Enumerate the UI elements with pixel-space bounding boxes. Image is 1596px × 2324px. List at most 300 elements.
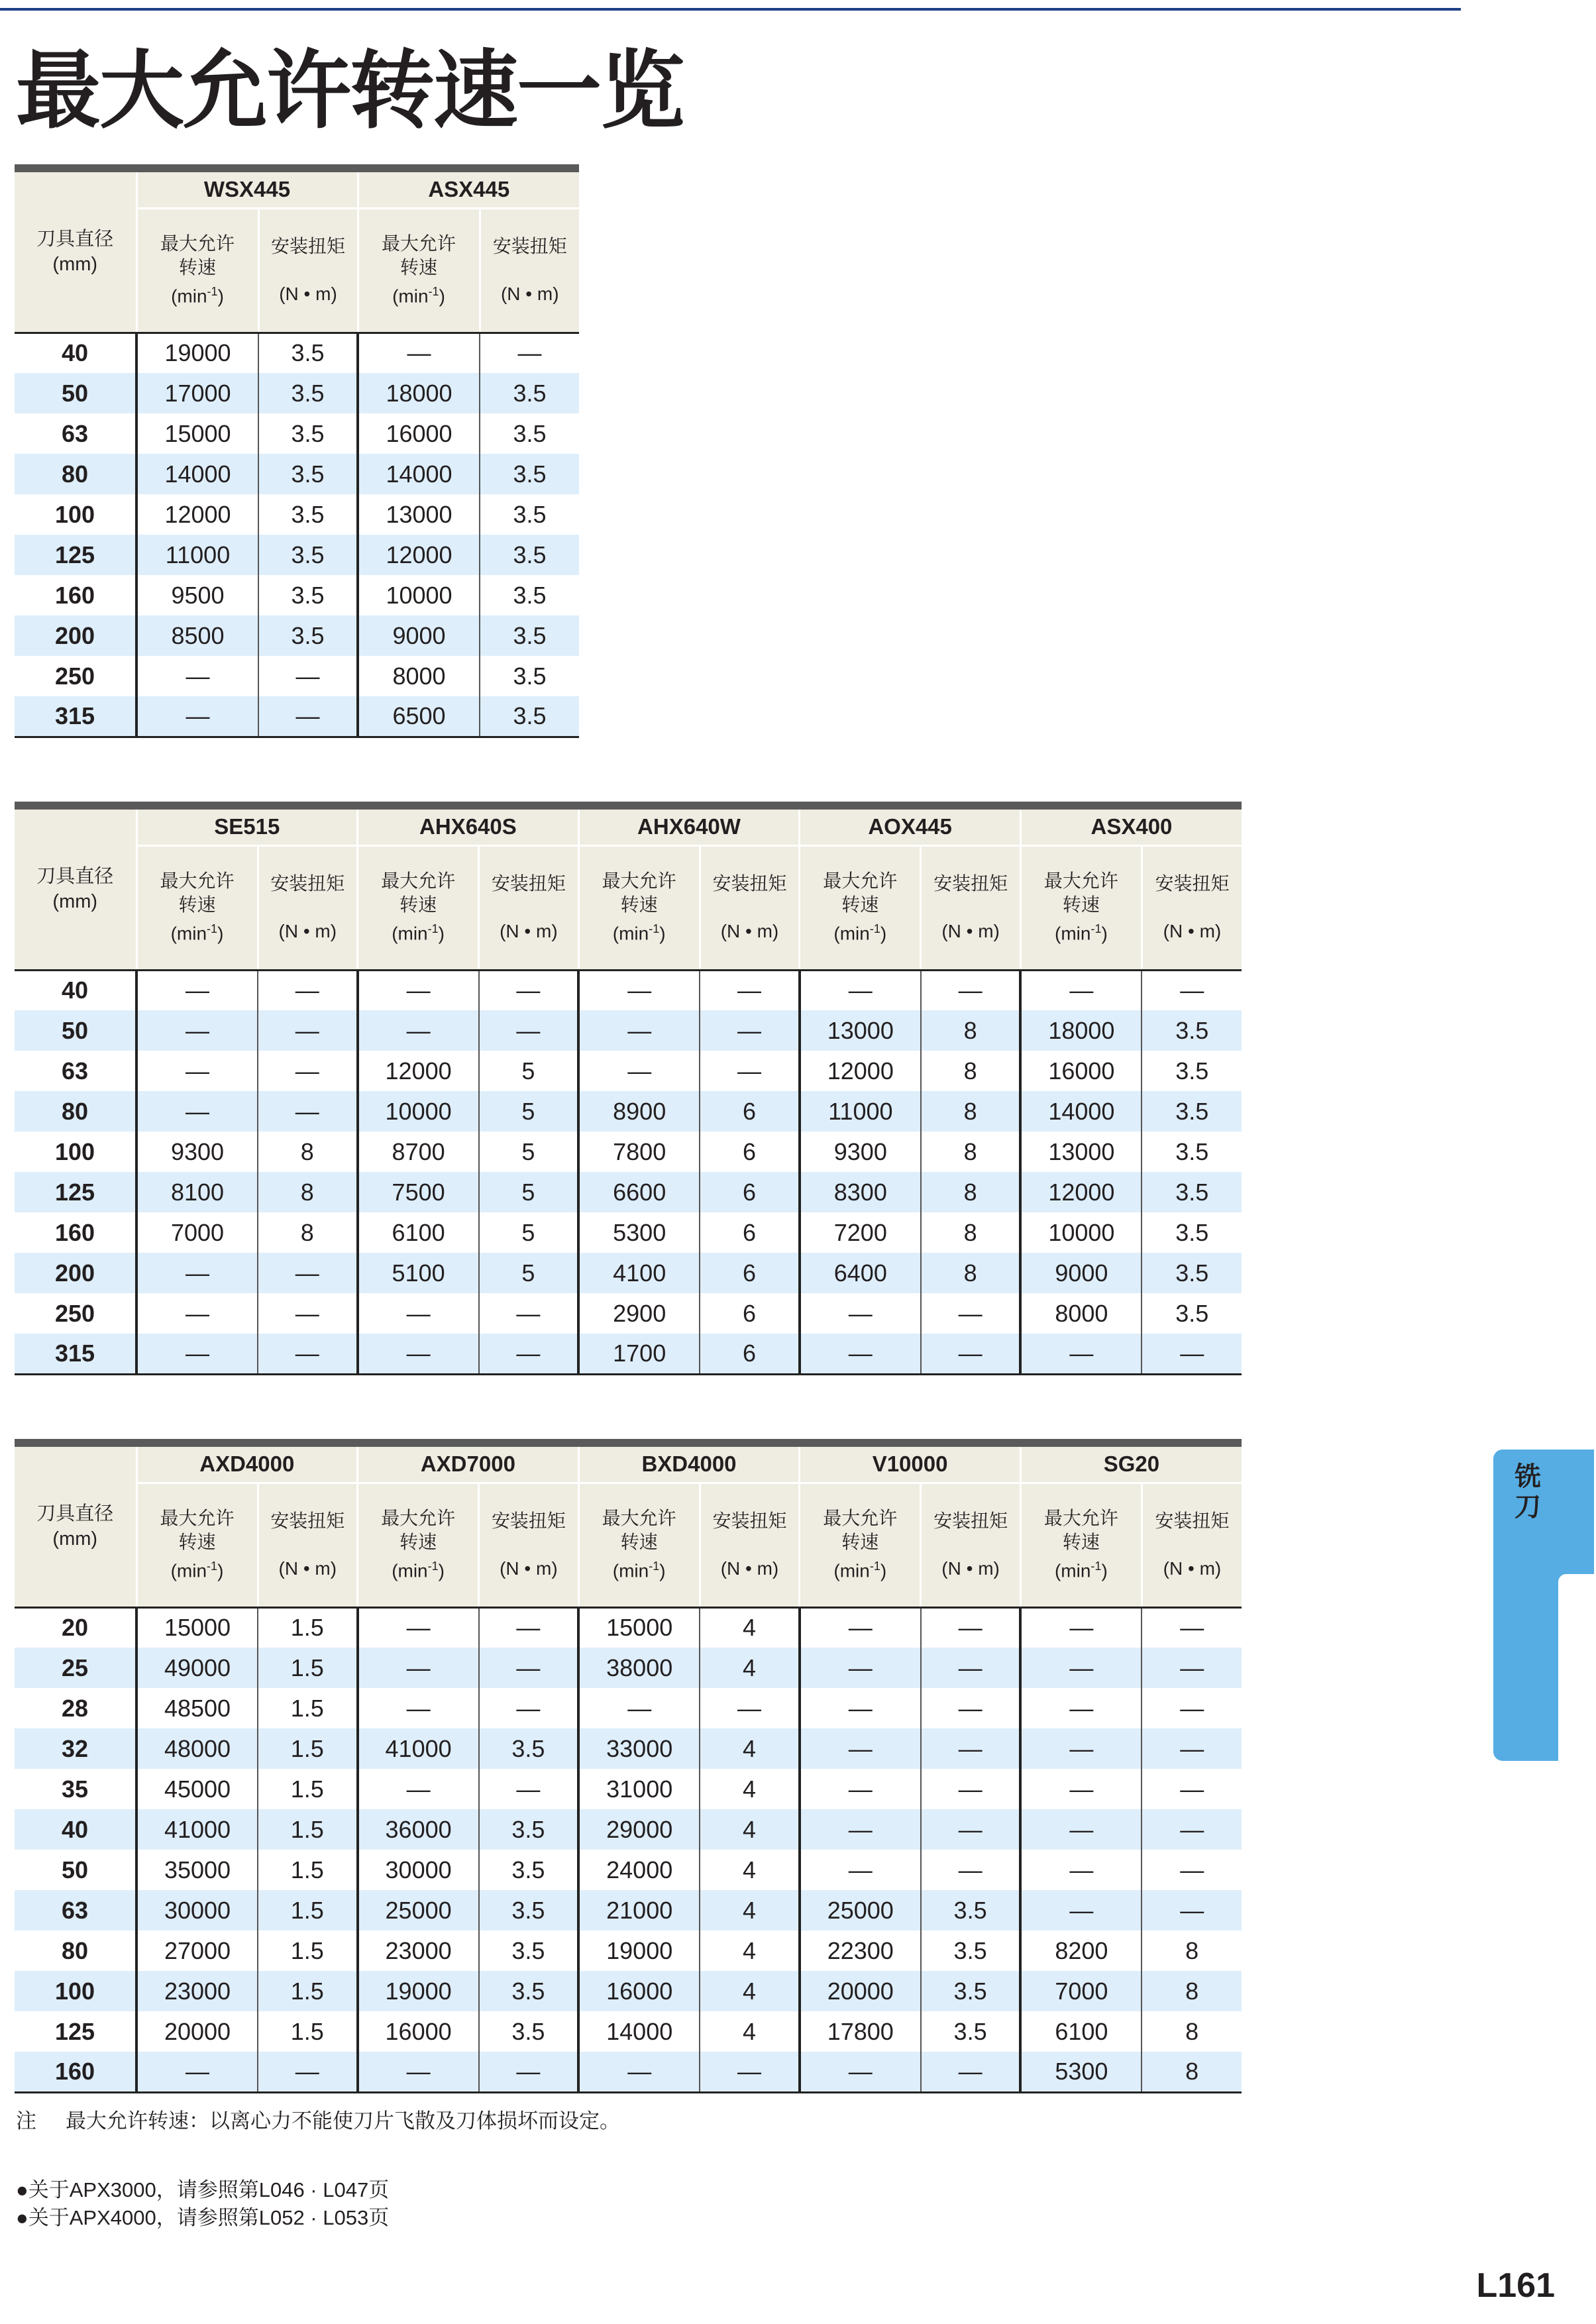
torque-cell: 3.5	[480, 535, 579, 575]
max-speed-cell: 33000	[578, 1728, 700, 1769]
torque-unit: (N • m)	[941, 1558, 1000, 1579]
speed-unit-prefix: (min	[833, 923, 870, 944]
torque-unit: (N • m)	[278, 921, 337, 941]
diameter-unit: (mm)	[52, 1528, 98, 1550]
max-speed-cell: —	[1020, 1769, 1142, 1809]
speed-label-1: 最大允许	[823, 1508, 898, 1529]
max-speed-cell: —	[1020, 1334, 1142, 1374]
max-speed-cell: 6600	[578, 1172, 700, 1212]
diameter-cell: 315	[15, 1334, 136, 1374]
diameter-label: 刀具直径	[36, 866, 114, 888]
max-speed-cell: 35000	[136, 1850, 258, 1890]
max-speed-cell: 9300	[800, 1132, 921, 1172]
torque-cell: 8	[1142, 2011, 1242, 2052]
torque-cell: 3.5	[479, 1930, 579, 1971]
max-speed-header	[358, 845, 479, 970]
torque-cell: 3.5	[258, 494, 358, 535]
max-speed-cell: —	[358, 1334, 479, 1374]
max-speed-header	[136, 1483, 258, 1607]
torque-cell: 1.5	[258, 1850, 358, 1890]
torque-cell: —	[921, 1850, 1021, 1890]
table-row	[15, 333, 579, 373]
torque-cell: 3.5	[921, 2011, 1021, 2052]
diameter-label: 刀具直径	[36, 229, 114, 250]
torque-cell: —	[258, 1051, 358, 1091]
max-speed-cell: 18000	[1020, 1010, 1142, 1051]
diameter-cell: 100	[54, 1137, 95, 1165]
torque-cell: —	[1142, 1769, 1242, 1809]
table-row	[15, 1728, 1242, 1769]
torque-cell: 3.5	[1142, 1253, 1242, 1293]
torque-cell: 3.5	[479, 1850, 579, 1890]
table-row	[15, 454, 579, 494]
table-row	[15, 1971, 1242, 2011]
torque-cell: —	[479, 1769, 579, 1809]
torque-unit: (N • m)	[278, 1558, 337, 1579]
torque-cell: 6	[700, 1293, 800, 1334]
table-row	[15, 1930, 1242, 1971]
torque-cell: 4	[700, 2011, 800, 2052]
speed-label-2: 转速	[178, 894, 216, 916]
speed-unit-suffix: )	[1101, 923, 1108, 944]
max-speed-cell: 21000	[578, 1890, 700, 1930]
max-speed-cell: 1700	[578, 1334, 700, 1374]
max-speed-cell: 10000	[1020, 1212, 1142, 1253]
speed-label-1: 最大允许	[823, 871, 898, 892]
reference-2: ●关于APX4000，请参照第L052 · L053页	[16, 2206, 390, 2229]
torque-label: 安装扭矩	[712, 1510, 787, 1531]
torque-cell: 1.5	[258, 1769, 358, 1809]
torque-cell: 8	[1142, 2052, 1242, 2092]
torque-cell: 3.5	[921, 1971, 1021, 2011]
torque-cell: 4	[700, 1850, 800, 1890]
torque-unit: (N • m)	[279, 284, 337, 304]
diameter-cell: 125	[15, 535, 136, 575]
diameter-cell: 20	[61, 1614, 89, 1642]
torque-cell: 3.5	[480, 656, 579, 696]
diameter-cell: 50	[61, 1856, 89, 1883]
diameter-cell: 160	[15, 2052, 136, 2092]
torque-cell: 3.5	[479, 2011, 579, 2052]
table-row	[15, 373, 579, 413]
torque-cell: 3.5	[258, 373, 358, 413]
torque-cell: —	[700, 1688, 800, 1728]
torque-label: 安装扭矩	[1155, 873, 1230, 894]
torque-cell: 4	[700, 1890, 800, 1930]
diameter-cell: 160	[54, 581, 95, 609]
diameter-cell: 40	[61, 339, 89, 367]
table-row	[15, 1850, 1242, 1890]
speed-label-1: 最大允许	[382, 233, 456, 254]
speed-label-2: 转速	[841, 894, 879, 916]
torque-cell: 3.5	[480, 494, 579, 535]
torque-cell: —	[1142, 1648, 1242, 1688]
speed-unit-sup: -1	[428, 285, 439, 299]
tool-series-header: AOX445	[800, 806, 1021, 845]
diameter-cell: 50	[15, 373, 136, 413]
table-row	[15, 535, 579, 575]
section-tab-milling[interactable]	[1493, 1450, 1594, 1761]
torque-cell: 3.5	[480, 696, 579, 737]
max-speed-cell: —	[1020, 1890, 1142, 1930]
speed-unit-sup: -1	[207, 285, 218, 299]
torque-cell: 1.5	[258, 1809, 358, 1850]
table-row	[15, 1334, 1242, 1374]
max-speed-cell: —	[358, 1293, 479, 1334]
torque-label: 安装扭矩	[270, 873, 345, 894]
max-speed-cell: 13000	[800, 1010, 921, 1051]
torque-header	[700, 1483, 800, 1607]
diameter-cell: 40	[15, 1809, 136, 1850]
table-row	[15, 413, 579, 454]
table-row	[15, 1172, 1242, 1212]
max-speed-cell: 13000	[358, 494, 480, 535]
header-row-groups	[15, 1443, 1242, 1483]
diameter-cell: 200	[15, 615, 136, 656]
torque-cell: 3.5	[258, 454, 358, 494]
speed-unit-sup: -1	[427, 1559, 439, 1573]
torque-cell: —	[258, 1253, 358, 1293]
speed-label-1: 最大允许	[602, 1508, 676, 1529]
table-row	[15, 615, 579, 656]
max-speed-cell: 9000	[358, 615, 480, 656]
speed-label-2: 转速	[620, 894, 658, 916]
torque-cell: 3.5	[921, 1890, 1021, 1930]
torque-label: 安装扭矩	[491, 1510, 566, 1531]
torque-cell: —	[921, 1334, 1021, 1374]
table-row	[15, 1809, 1242, 1850]
max-speed-cell: 25000	[800, 1890, 921, 1930]
max-speed-cell: 16000	[358, 413, 480, 454]
max-speed-cell: —	[358, 1648, 479, 1688]
torque-cell: 3.5	[1142, 1051, 1242, 1091]
speed-unit-sup: -1	[1091, 922, 1102, 936]
max-speed-cell: 9000	[1020, 1253, 1142, 1293]
torque-label: 安装扭矩	[933, 873, 1008, 894]
max-speed-cell: —	[800, 1688, 921, 1728]
max-speed-cell: 38000	[578, 1648, 700, 1688]
torque-cell: 3.5	[479, 1728, 579, 1769]
table-row	[15, 2011, 1242, 2052]
speed-unit-prefix: (min	[171, 286, 207, 307]
torque-unit: (N • m)	[1163, 1558, 1222, 1579]
torque-cell: —	[479, 1648, 579, 1688]
torque-cell: —	[479, 1010, 579, 1051]
max-speed-cell: —	[578, 1688, 700, 1728]
tool-series-header: ASX445	[358, 168, 579, 208]
max-speed-cell: 14000	[136, 454, 258, 494]
max-speed-cell: 23000	[358, 1930, 479, 1971]
speed-unit-prefix: (min	[392, 286, 429, 307]
max-speed-cell: —	[136, 1051, 258, 1091]
max-speed-cell: —	[1020, 1607, 1142, 1648]
torque-cell: 8	[921, 1212, 1021, 1253]
torque-cell: 3.5	[258, 575, 358, 615]
speed-table-2	[15, 802, 1242, 1375]
speed-unit-sup: -1	[207, 922, 218, 936]
torque-cell: 3.5	[480, 373, 579, 413]
torque-cell: 3.5	[1142, 1091, 1242, 1132]
diameter-cell: 250	[54, 662, 95, 690]
torque-cell: 3.5	[480, 413, 579, 454]
speed-unit-prefix: (min	[1054, 1560, 1091, 1581]
max-speed-cell: —	[358, 333, 480, 373]
speed-unit-prefix: (min	[612, 923, 649, 944]
max-speed-cell: 14000	[358, 454, 480, 494]
torque-cell: 8	[1142, 1930, 1242, 1971]
speed-unit-suffix: )	[438, 1560, 445, 1581]
torque-cell: —	[479, 1334, 579, 1374]
torque-cell: 3.5	[480, 454, 579, 494]
speed-label-1: 最大允许	[381, 1508, 456, 1529]
max-speed-cell: 2900	[578, 1293, 700, 1334]
max-speed-cell: —	[800, 1769, 921, 1809]
max-speed-cell: —	[358, 1769, 479, 1809]
tool-series-header: AXD4000	[136, 1443, 358, 1483]
speed-label-2: 转速	[399, 894, 437, 916]
torque-cell: 5	[479, 1253, 579, 1293]
torque-cell: 8	[258, 1212, 358, 1253]
max-speed-cell: —	[358, 1607, 479, 1648]
table-row	[15, 970, 1242, 1010]
max-speed-cell: 6500	[358, 696, 480, 737]
max-speed-header	[136, 208, 258, 333]
torque-label: 安装扭矩	[491, 873, 566, 894]
torque-header	[258, 208, 358, 333]
torque-cell: 8	[921, 1051, 1021, 1091]
diameter-cell: 315	[15, 696, 136, 737]
torque-cell: —	[921, 1607, 1021, 1648]
torque-cell: —	[700, 970, 800, 1010]
max-speed-cell: 12000	[358, 1051, 479, 1091]
torque-header	[258, 1483, 358, 1607]
max-speed-cell: 5300	[578, 1212, 700, 1253]
torque-cell: —	[1142, 970, 1242, 1010]
torque-cell: —	[258, 696, 358, 737]
max-speed-cell: 11000	[800, 1091, 921, 1132]
speed-unit-suffix: )	[217, 1560, 224, 1581]
torque-cell: —	[1142, 1728, 1242, 1769]
torque-cell: 8	[921, 1172, 1021, 1212]
header-row-columns	[15, 845, 1242, 970]
torque-label: 安装扭矩	[933, 1510, 1008, 1531]
section-tab-label: 铣刀	[1515, 1461, 1541, 1522]
torque-cell: —	[258, 1334, 358, 1374]
max-speed-cell: 12000	[136, 494, 258, 535]
torque-cell: 3.5	[479, 1890, 579, 1930]
page-title: 最大允许转速一览	[16, 42, 684, 140]
torque-cell: —	[1142, 1890, 1242, 1930]
max-speed-cell: 16000	[1020, 1051, 1142, 1091]
torque-cell: 1.5	[258, 1890, 358, 1930]
max-speed-cell: 27000	[136, 1930, 258, 1971]
speed-unit-sup: -1	[869, 1559, 880, 1573]
torque-header	[921, 1483, 1021, 1607]
torque-cell: 1.5	[258, 1930, 358, 1971]
torque-cell: —	[479, 1688, 579, 1728]
diameter-cell: 125	[15, 1172, 136, 1212]
diameter-cell: 50	[15, 1010, 136, 1051]
torque-cell: 5	[479, 1132, 579, 1172]
torque-cell: 4	[700, 1769, 800, 1809]
max-speed-header	[1020, 845, 1142, 970]
diameter-unit: (mm)	[52, 254, 98, 276]
torque-cell: —	[921, 2052, 1021, 2092]
torque-unit: (N • m)	[941, 921, 1000, 941]
speed-unit-prefix: (min	[612, 1560, 649, 1581]
max-speed-cell: 14000	[578, 2011, 700, 2052]
speed-label-2: 转速	[400, 257, 438, 278]
max-speed-cell: 19000	[136, 333, 258, 373]
diameter-cell: 200	[15, 1253, 136, 1293]
torque-cell: 8	[258, 1172, 358, 1212]
torque-cell: —	[480, 333, 579, 373]
max-speed-cell: 29000	[578, 1809, 700, 1850]
torque-cell: —	[479, 2052, 579, 2092]
max-speed-header	[358, 1483, 479, 1607]
max-speed-cell: 9500	[136, 575, 258, 615]
max-speed-cell: 30000	[136, 1890, 258, 1930]
max-speed-cell: 31000	[578, 1769, 700, 1809]
max-speed-cell: 8300	[800, 1172, 921, 1212]
speed-unit-sup: -1	[207, 1559, 218, 1573]
max-speed-cell: 12000	[800, 1051, 921, 1091]
torque-cell: 6	[700, 1253, 800, 1293]
max-speed-cell: —	[136, 970, 258, 1010]
speed-unit-suffix: )	[217, 923, 224, 944]
diameter-header	[15, 168, 136, 333]
max-speed-cell: 5100	[358, 1253, 479, 1293]
torque-cell: 3.5	[480, 615, 579, 656]
table-row	[15, 1769, 1242, 1809]
torque-cell: 3.5	[479, 1971, 579, 2011]
torque-cell: —	[700, 1010, 800, 1051]
speed-unit-sup: -1	[649, 1559, 660, 1573]
torque-cell: 1.5	[258, 1648, 358, 1688]
max-speed-cell: 7000	[1020, 1971, 1142, 2011]
torque-cell: 8	[921, 1091, 1021, 1132]
torque-cell: 6	[700, 1091, 800, 1132]
page-number: L161	[1476, 2266, 1555, 2305]
max-speed-cell: 19000	[358, 1971, 479, 2011]
torque-unit: (N • m)	[500, 921, 558, 941]
diameter-cell: 63	[61, 1057, 89, 1084]
max-speed-cell: 8700	[358, 1132, 479, 1172]
diameter-cell: 32	[15, 1728, 136, 1769]
speed-unit-prefix: (min	[392, 1560, 428, 1581]
torque-cell: —	[258, 1010, 358, 1051]
max-speed-cell: 16000	[578, 1971, 700, 2011]
torque-cell: 3.5	[921, 1930, 1021, 1971]
max-speed-cell: 19000	[578, 1930, 700, 1971]
max-speed-header	[136, 845, 258, 970]
max-speed-cell: 17800	[800, 2011, 921, 2052]
torque-cell: 4	[700, 1728, 800, 1769]
max-speed-cell: 25000	[358, 1890, 479, 1930]
torque-cell: —	[479, 970, 579, 1010]
torque-cell: 4	[700, 1648, 800, 1688]
torque-cell: 3.5	[258, 333, 358, 373]
torque-cell: 3.5	[1142, 1212, 1242, 1253]
torque-cell: —	[700, 1051, 800, 1091]
diameter-cell: 160	[54, 1218, 95, 1246]
speed-label-1: 最大允许	[1043, 871, 1118, 892]
max-speed-cell: 15000	[136, 1607, 258, 1648]
torque-cell: —	[1142, 1688, 1242, 1728]
max-speed-cell: 23000	[136, 1971, 258, 2011]
speed-label-1: 最大允许	[1043, 1508, 1118, 1529]
diameter-cell: 40	[61, 977, 89, 1004]
speed-label-2: 转速	[1062, 1532, 1100, 1553]
max-speed-cell: —	[1020, 1648, 1142, 1688]
torque-cell: 4	[700, 1971, 800, 2011]
reference-1: ●关于APX3000，请参照第L046 · L047页	[16, 2178, 390, 2201]
max-speed-cell: —	[800, 1607, 921, 1648]
torque-cell: 4	[700, 1930, 800, 1971]
max-speed-cell: 8100	[136, 1172, 258, 1212]
speed-label-1: 最大允许	[160, 1508, 235, 1529]
max-speed-cell: 12000	[1020, 1172, 1142, 1212]
max-speed-cell: 8200	[1020, 1930, 1142, 1971]
speed-unit-suffix: )	[217, 286, 224, 307]
max-speed-cell: —	[1020, 1728, 1142, 1769]
tool-series-header: BXD4000	[578, 1443, 800, 1483]
speed-label-1: 最大允许	[160, 871, 235, 892]
max-speed-cell: —	[800, 1334, 921, 1374]
torque-cell: 3.5	[258, 535, 358, 575]
max-speed-cell: 7500	[358, 1172, 479, 1212]
max-speed-cell: —	[358, 1688, 479, 1728]
speed-unit-sup: -1	[649, 922, 660, 936]
torque-label: 安装扭矩	[1155, 1510, 1230, 1531]
speed-label-1: 最大允许	[602, 871, 676, 892]
torque-unit: (N • m)	[720, 1558, 779, 1579]
max-speed-cell: 16000	[358, 2011, 479, 2052]
torque-cell: —	[921, 1293, 1021, 1334]
speed-unit-prefix: (min	[170, 923, 207, 944]
torque-header	[479, 1483, 579, 1607]
speed-unit-prefix: (min	[1055, 923, 1091, 944]
speed-label-2: 转速	[1062, 894, 1100, 916]
torque-cell: 8	[1142, 1971, 1242, 2011]
table-row	[15, 575, 579, 615]
max-speed-cell: 41000	[136, 1809, 258, 1850]
torque-cell: 1.5	[258, 1607, 358, 1648]
max-speed-cell: —	[578, 1051, 700, 1091]
max-speed-cell: 6400	[800, 1253, 921, 1293]
torque-cell: 3.5	[1142, 1010, 1242, 1051]
speed-unit-sup: -1	[869, 922, 880, 936]
torque-cell: 6	[700, 1212, 800, 1253]
torque-cell: —	[1142, 1334, 1242, 1374]
torque-cell: —	[921, 970, 1021, 1010]
diameter-header	[15, 1443, 136, 1607]
torque-header	[1142, 845, 1242, 970]
torque-cell: 8	[921, 1010, 1021, 1051]
max-speed-cell: 7800	[578, 1132, 700, 1172]
footnote-label: 注	[16, 2109, 36, 2133]
max-speed-cell: 30000	[358, 1850, 479, 1890]
speed-table-1	[15, 164, 579, 738]
max-speed-cell: 8000	[1020, 1293, 1142, 1334]
max-speed-cell: 24000	[578, 1850, 700, 1890]
max-speed-cell: —	[800, 1648, 921, 1688]
diameter-cell: 250	[54, 1299, 95, 1327]
torque-cell: —	[1142, 1809, 1242, 1850]
max-speed-header	[358, 208, 480, 333]
diameter-header	[15, 806, 136, 970]
diameter-cell: 80	[15, 454, 136, 494]
